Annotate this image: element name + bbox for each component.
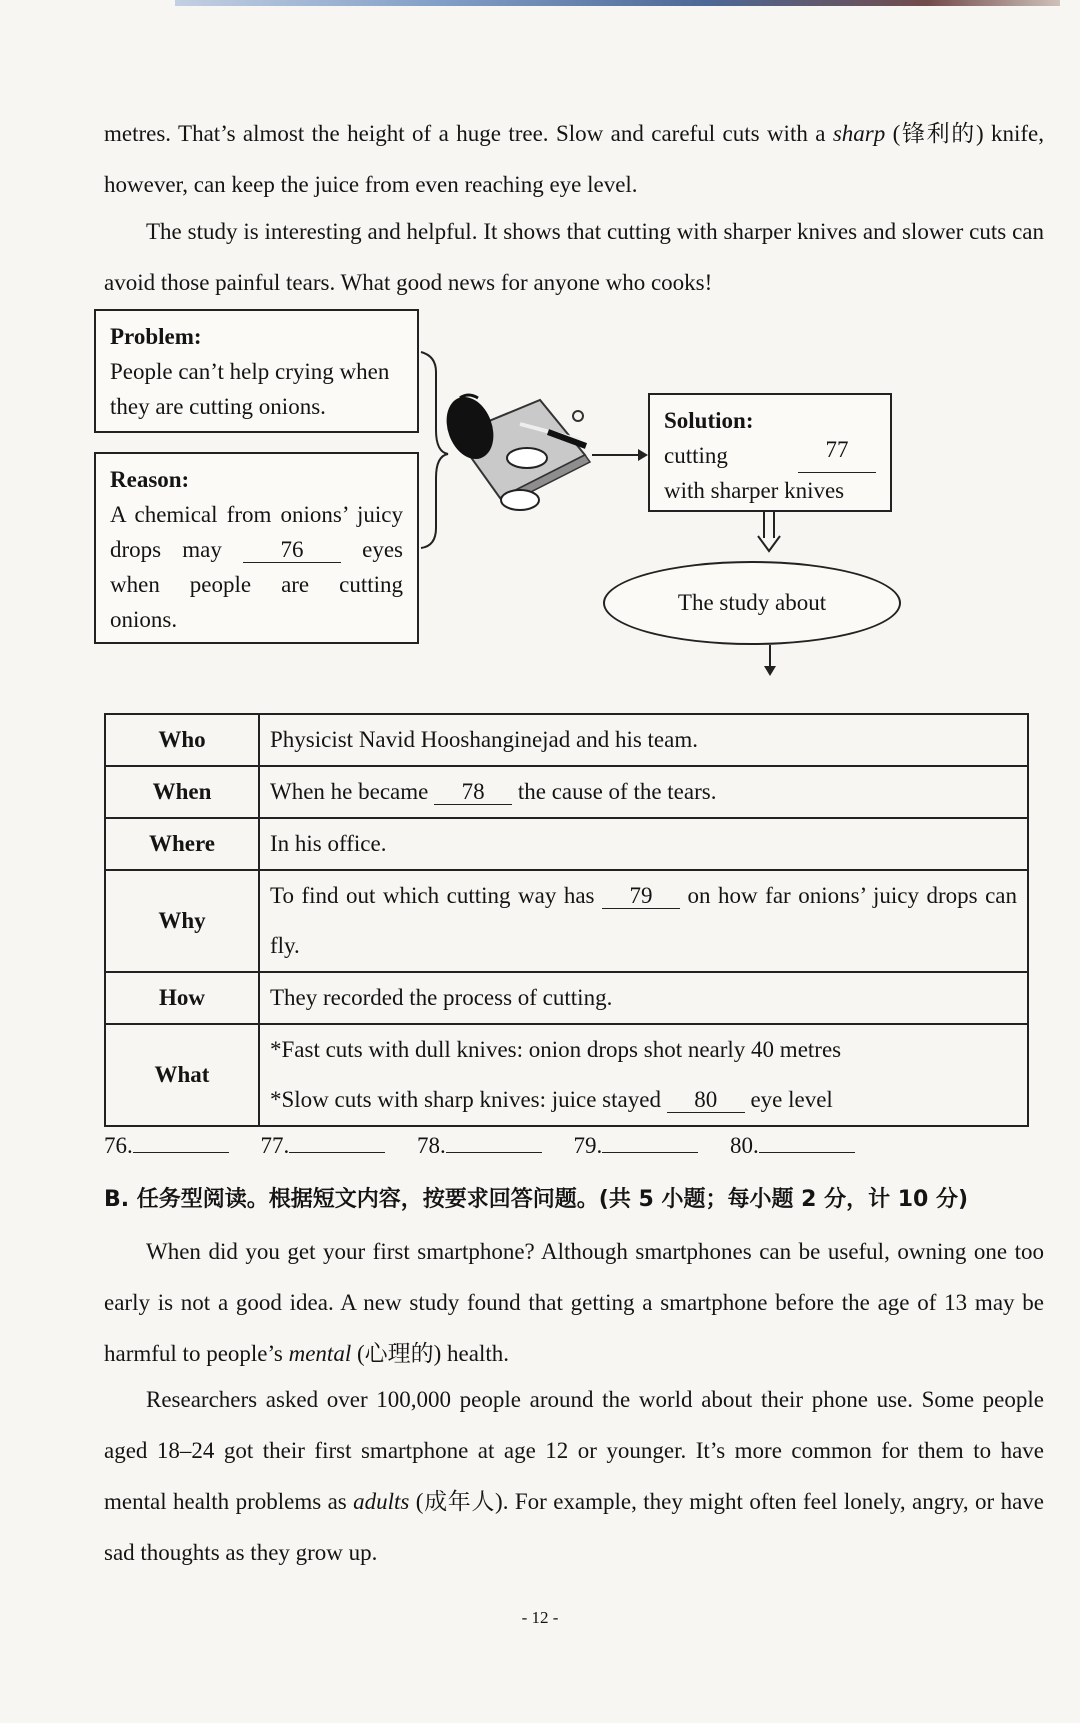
reason-text-part: A chemical from onions’ juicy drops may — [110, 502, 403, 562]
row-label: Why — [105, 870, 259, 972]
row-text — [259, 870, 1028, 972]
answer-number: 80. — [730, 1133, 759, 1158]
section-b-heading: B. 任务型阅读。根据短文内容，按要求回答问题。(共 5 小题；每小题 2 分，计 10 分) — [104, 1187, 969, 1212]
answer-lines — [104, 1132, 1044, 1159]
paragraph-text: metres. That’s almost the height of a huge tree. Slow and careful cuts with a — [104, 121, 826, 146]
table-row — [105, 870, 1028, 972]
study-table — [104, 713, 1029, 1127]
row-text-part: When he became — [270, 779, 429, 804]
solution-heading: Solution: — [664, 408, 754, 433]
row-text — [259, 1024, 1028, 1126]
mindmap-connectors — [0, 0, 1080, 700]
answer-line — [759, 1132, 855, 1153]
answer-number: 79. — [573, 1133, 603, 1158]
table-row — [105, 972, 1028, 1024]
section-b-paragraph-2 — [104, 1374, 1044, 1578]
what-line-2 — [270, 1075, 1017, 1125]
solution-box — [648, 393, 892, 512]
paragraph-text: Researchers asked over 100,000 people around the world about their phone use. Some people aged 18–24 got their first smartphone at age 12 or younger. It’s more common for them to have mental health problems as — [104, 1387, 1044, 1514]
table-row — [105, 818, 1028, 870]
solution-line — [664, 438, 876, 473]
paragraph-text: When did you get your first smartphone? Although smartphones can be useful, owning one too early is not a good idea. A new study found that getting a smartphone before the age of 13 may be harmful to people’s — [104, 1239, 1044, 1366]
blank-78: 78 — [434, 780, 512, 805]
answer-number: 76. — [104, 1133, 133, 1158]
answer-line — [602, 1132, 698, 1153]
problem-text: People can’t help crying when they are cutting onions. — [110, 359, 390, 419]
double-arrow-head — [758, 536, 780, 551]
row-label: Who — [105, 714, 259, 766]
section-b-paragraph-1 — [104, 1226, 1044, 1379]
row-label: Where — [105, 818, 259, 870]
row-text-part: eye level — [750, 1087, 833, 1112]
row-text: In his office. — [259, 818, 1028, 870]
page-number: - 12 - — [521, 1608, 559, 1627]
answer-line — [289, 1132, 385, 1153]
answer-77[interactable] — [261, 1132, 386, 1159]
row-text-part: on how far onions’ juicy drops can fly. — [270, 883, 1018, 958]
paragraph-text: however, can keep the juice from even reaching eye level. — [104, 172, 638, 197]
blank-76: 76 — [243, 538, 341, 563]
gloss-text: (锋利的) knife, — [892, 121, 1045, 146]
row-text — [259, 766, 1028, 818]
blank-80: 80 — [667, 1088, 745, 1113]
study-ellipse — [603, 561, 901, 645]
row-label: How — [105, 972, 259, 1024]
table-row — [105, 766, 1028, 818]
reason-text-part: eyes when people are cutting onions. — [110, 537, 404, 632]
answer-78[interactable] — [417, 1132, 542, 1159]
answer-76[interactable] — [104, 1132, 229, 1159]
solution-text-part: with sharper knives — [664, 478, 845, 503]
row-text-part: To find out which cutting way has — [270, 883, 595, 908]
reason-heading: Reason: — [110, 467, 190, 492]
arrow-down-head — [764, 666, 776, 676]
gloss-text: (心理的) health. — [356, 1341, 509, 1366]
brace-connector — [421, 352, 448, 548]
italic-word: sharp — [832, 121, 886, 146]
blank-79: 79 — [602, 884, 680, 909]
italic-word: mental — [288, 1341, 352, 1366]
row-text-part: the cause of the tears. — [517, 779, 717, 804]
table-row — [105, 714, 1028, 766]
table-row — [105, 1024, 1028, 1126]
answer-79[interactable] — [574, 1132, 699, 1159]
answer-number: 78. — [417, 1133, 446, 1158]
gloss-text: (成年人). For example, they might often feel lonely, angry, or have sad thoughts as they grow up. — [104, 1489, 1045, 1565]
solution-text-part: cutting — [664, 443, 728, 468]
passage-paragraph-2: The study is interesting and helpful. It shows that cutting with sharper knives and slower cuts can avoid those painful tears. What good news for anyone who cooks! — [104, 219, 1044, 295]
arrow-head — [638, 449, 648, 461]
ellipse-label: The study about — [677, 590, 827, 615]
row-label: When — [105, 766, 259, 818]
blank-77: 77 — [798, 438, 876, 473]
onion-cutting-board-icon — [438, 390, 590, 510]
row-text-wrap — [270, 871, 1017, 971]
answer-line — [133, 1132, 229, 1153]
answer-80[interactable] — [730, 1132, 855, 1159]
row-text: They recorded the process of cutting. — [259, 972, 1028, 1024]
row-text-part: *Slow cuts with sharp knives: juice stayed — [270, 1087, 661, 1112]
answer-number: 77. — [260, 1133, 290, 1158]
italic-word: adults — [353, 1489, 410, 1514]
row-text: Physicist Navid Hooshanginejad and his team. — [259, 714, 1028, 766]
answer-line — [446, 1132, 542, 1153]
problem-heading: Problem: — [110, 324, 202, 349]
what-line-1: *Fast cuts with dull knives: onion drops shot nearly 40 metres — [270, 1037, 842, 1062]
row-label: What — [105, 1024, 259, 1126]
